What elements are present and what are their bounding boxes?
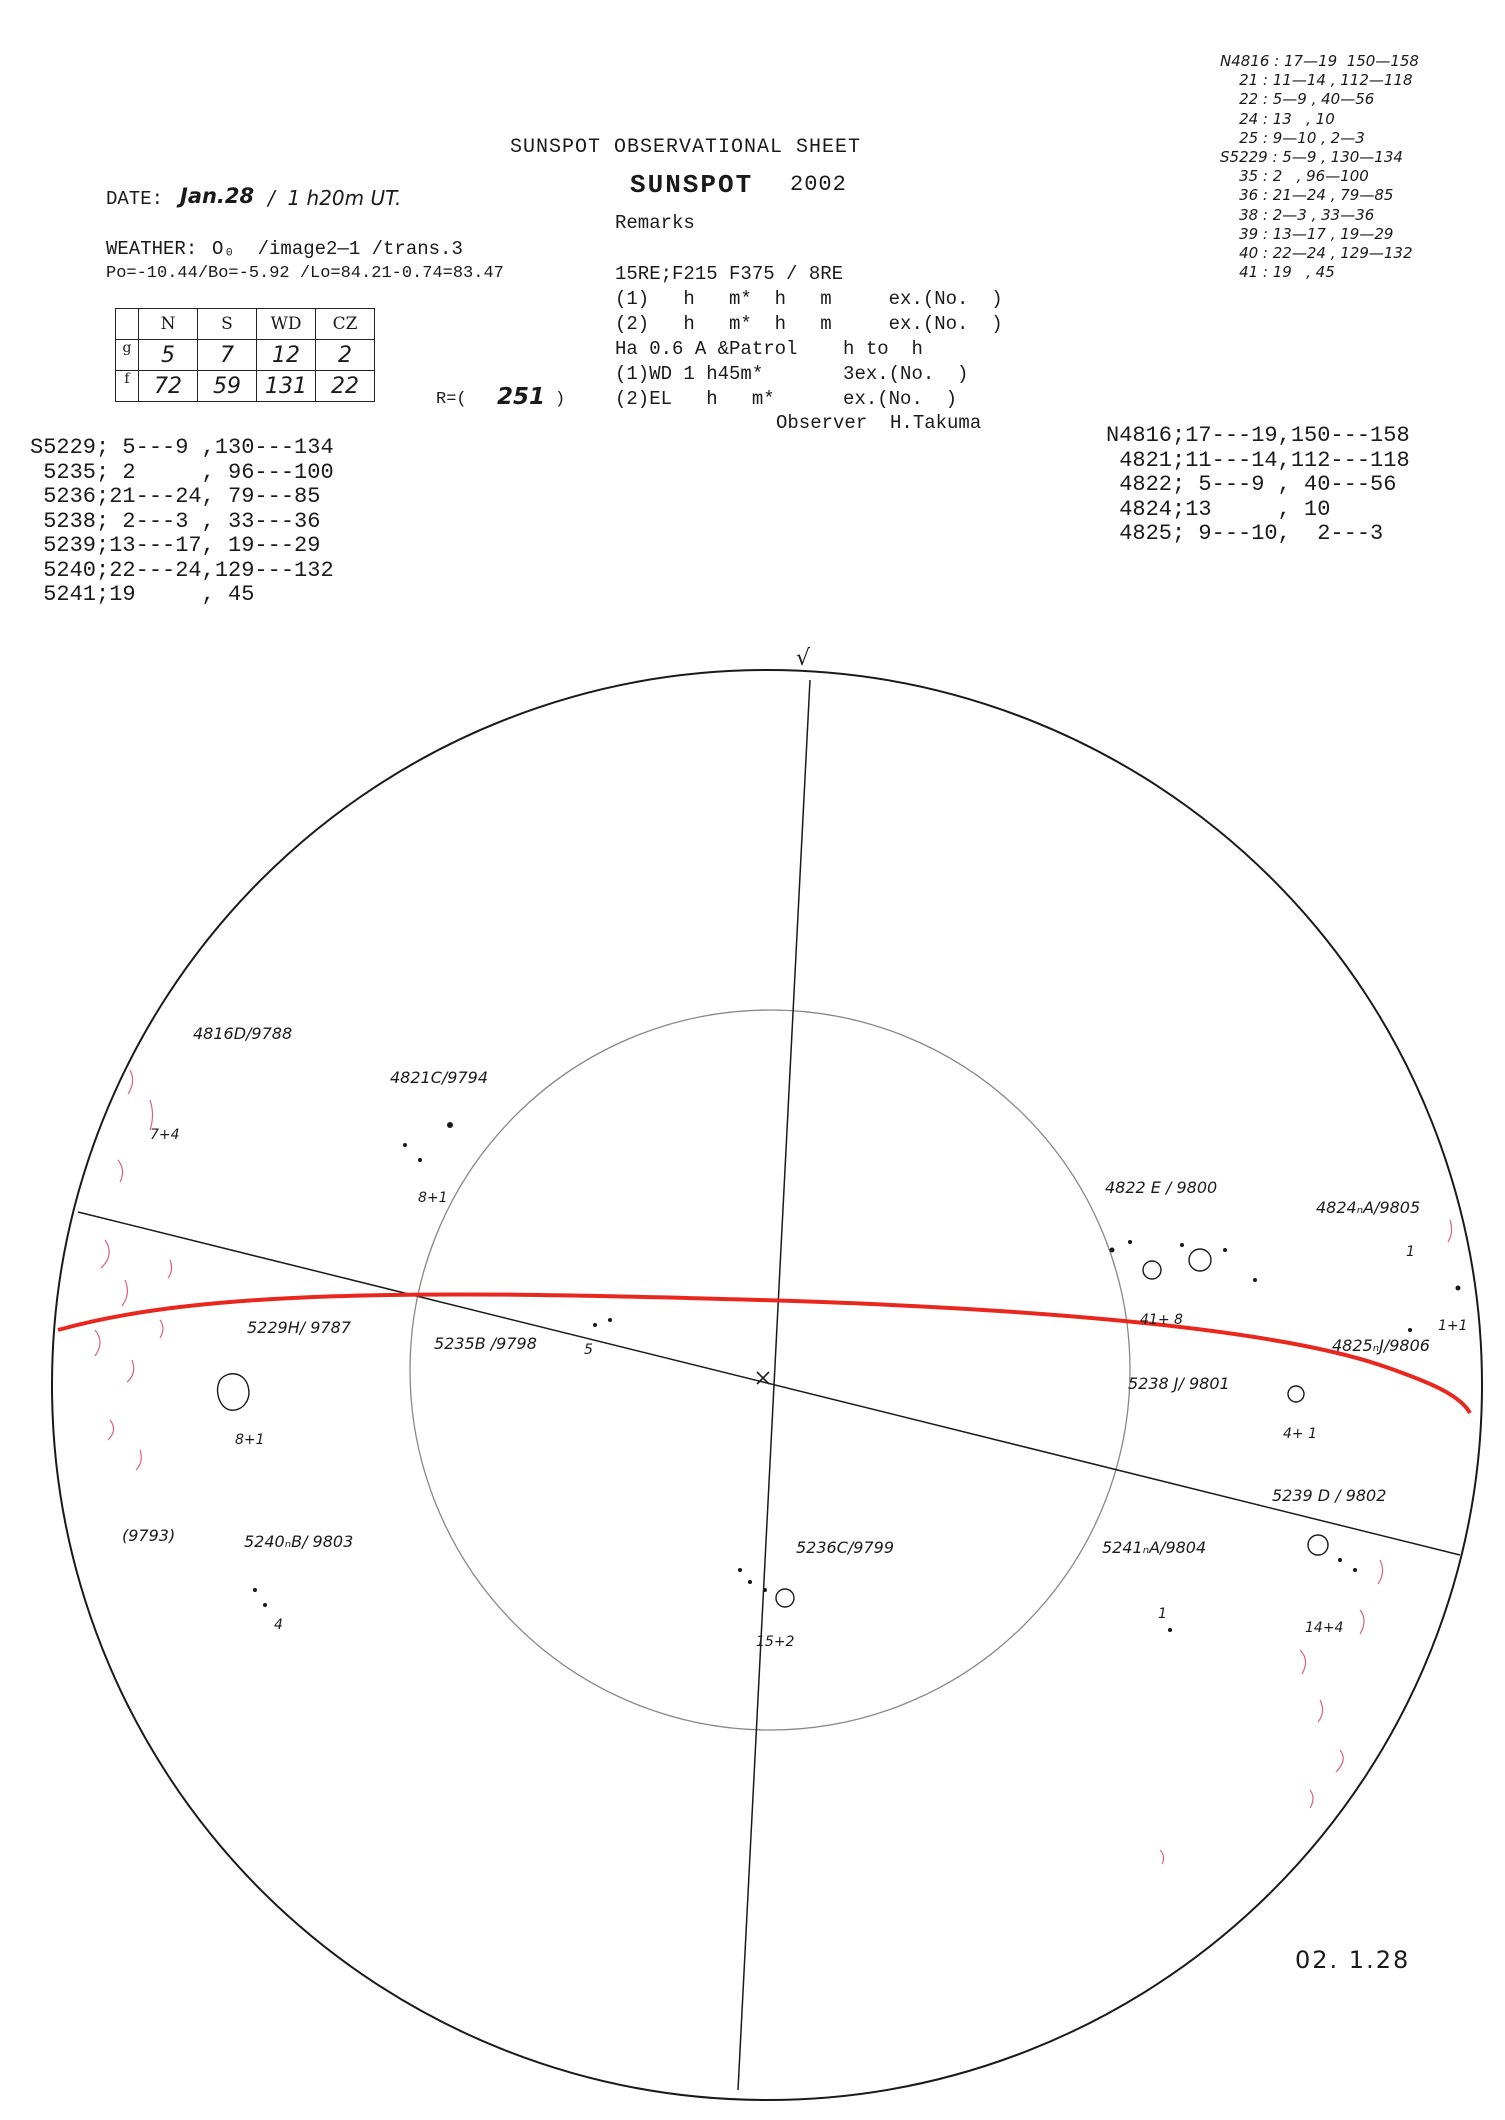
group-label-4825: 4825ₙJ/9806 xyxy=(1332,1336,1430,1355)
handwritten-note-line-8: 38 : 2—3 , 33—36 xyxy=(1220,205,1375,224)
count-5236: 15+2 xyxy=(756,1634,795,1650)
r-close: ) xyxy=(555,390,566,409)
southern-group-row-2: 5236;21---24, 79---85 xyxy=(30,484,321,509)
north-mark: √ xyxy=(796,646,811,671)
remarks-line-0: 15RE;F215 F375 / 8RE xyxy=(615,263,844,285)
remarks-line-4: (1)WD 1 h45m* 3ex.(No. ) xyxy=(615,363,969,385)
southern-group-row-1: 5235; 2 , 96---100 xyxy=(30,459,334,485)
time-value: / 1 h20m UT. xyxy=(268,186,402,210)
group-label-5236: 5236C/9799 xyxy=(796,1538,894,1557)
g-cz: 2 xyxy=(316,340,375,371)
group-label-4816: 4816D/9788 xyxy=(193,1024,293,1043)
count-5235: 5 xyxy=(584,1342,593,1358)
header-n: N xyxy=(139,309,198,340)
f-s: 59 xyxy=(198,371,257,402)
northern-group-row-0: N4816;17---19,150---158 xyxy=(1106,423,1410,448)
group-label-5229: 5229H/ 9787 xyxy=(247,1318,351,1337)
southern-group-row-0: S5229; 5---9 ,130---134 xyxy=(30,435,334,460)
count-5229: 8+1 xyxy=(235,1432,265,1448)
group-label-4821: 4821C/9794 xyxy=(390,1068,488,1087)
r-label: R=( xyxy=(436,390,467,409)
f-cz: 22 xyxy=(316,371,375,402)
header-s: S xyxy=(198,309,257,340)
group-label-5235: 5235B /9798 xyxy=(434,1334,537,1353)
count-4825: 1+1 xyxy=(1438,1318,1468,1334)
handwritten-note-line-3: 24 : 13 , 10 xyxy=(1220,109,1335,128)
group-label-4824: 4824ₙA/9805 xyxy=(1316,1198,1421,1217)
date-label: DATE: xyxy=(106,188,164,210)
orientation-line: Po=-10.44/Bo=-5.92 /Lo=84.21-0.74=83.47 xyxy=(106,264,504,283)
southern-group-row-6: 5241;19 , 45 xyxy=(30,582,255,607)
count-5240: 4 xyxy=(274,1617,283,1633)
inner-reference-circle xyxy=(410,1010,1130,1730)
remarks-line-3: Ha 0.6 A &Patrol h to h xyxy=(615,338,923,360)
handwritten-note-line-10: 40 : 22—24 , 129—132 xyxy=(1220,244,1413,263)
handwritten-note-line-7: 36 : 21—24 , 79—85 xyxy=(1220,186,1394,205)
limb-circle xyxy=(52,670,1482,2100)
group-label-5241: 5241ₙA/9804 xyxy=(1102,1538,1207,1557)
handwritten-note-line-11: 41 : 19 , 45 xyxy=(1220,263,1335,282)
solar-equator-curve xyxy=(58,1294,1470,1413)
group-label-9793: (9793) xyxy=(122,1526,176,1545)
count-5241: 1 xyxy=(1158,1606,1167,1622)
southern-group-row-4: 5239;13---17, 19---29 xyxy=(30,533,321,558)
remarks-line-2: (2) h m* h m ex.(No. ) xyxy=(615,313,1003,335)
row-label-f: f xyxy=(116,371,139,402)
northern-group-row-1: 4821;11---14,112---118 xyxy=(1106,447,1410,473)
g-wd: 12 xyxy=(257,340,316,371)
northern-group-row-4: 4825; 9---10, 2---3 xyxy=(1106,521,1384,546)
observer-line: Observer H.Takuma xyxy=(776,412,982,434)
handwritten-note-line-2: 22 : 5—9 , 40—56 xyxy=(1220,90,1375,109)
group-label-5238: 5238 J/ 9801 xyxy=(1128,1374,1230,1393)
handwritten-note-line-5: S5229 : 5—9 , 130—134 xyxy=(1220,148,1403,167)
remarks-line-5: (2)EL h m* ex.(No. ) xyxy=(615,388,958,410)
count-4821: 8+1 xyxy=(418,1190,448,1206)
header-cz: CZ xyxy=(316,309,375,340)
row-label-g: g xyxy=(116,340,139,371)
handwritten-note-line-9: 39 : 13—17 , 19—29 xyxy=(1220,224,1394,243)
weather-value: O₀ /image2—1 /trans.3 xyxy=(212,238,463,260)
g-s: 7 xyxy=(198,340,257,371)
header-wd: WD xyxy=(257,309,316,340)
handwritten-note-line-6: 35 : 2 , 96—100 xyxy=(1220,167,1369,186)
date-value: Jan.28 xyxy=(180,184,255,208)
count-4822: 41+ 8 xyxy=(1140,1312,1183,1328)
f-wd: 131 xyxy=(257,371,316,402)
count-4824: 1 xyxy=(1406,1244,1415,1260)
weather-label: WEATHER: xyxy=(106,238,198,260)
handwritten-note-line-4: 25 : 9—10 , 2—3 xyxy=(1220,128,1365,147)
northern-group-row-3: 4824;13 , 10 xyxy=(1106,496,1331,522)
count-5238: 4+ 1 xyxy=(1283,1426,1317,1442)
handwritten-note-line-1: 21 : 11—14 , 112—118 xyxy=(1220,71,1413,90)
f-n: 72 xyxy=(139,371,198,402)
group-label-4822: 4822 E / 9800 xyxy=(1105,1178,1218,1197)
sheet-year: 2002 xyxy=(790,172,847,197)
g-n: 5 xyxy=(139,340,198,371)
count-5239: 14+4 xyxy=(1305,1620,1344,1636)
group-label-5240: 5240ₙB/ 9803 xyxy=(244,1532,354,1551)
remarks-label: Remarks xyxy=(615,212,695,234)
remarks-line-1: (1) h m* h m ex.(No. ) xyxy=(615,288,1003,310)
sheet-title: SUNSPOT OBSERVATIONAL SHEET xyxy=(510,136,862,159)
footer-date: 02. 1.28 xyxy=(1295,1946,1411,1974)
count-4816: 7+4 xyxy=(150,1127,180,1143)
southern-group-row-3: 5238; 2---3 , 33---36 xyxy=(30,508,321,534)
sheet-subtitle: SUNSPOT xyxy=(630,170,754,200)
r-value: 251 xyxy=(497,384,546,410)
handwritten-note-line-0: N4816 : 17—19 150—158 xyxy=(1220,52,1419,70)
southern-group-row-5: 5240;22---24,129---132 xyxy=(30,557,334,583)
group-label-5239: 5239 D / 9802 xyxy=(1272,1486,1387,1505)
northern-group-row-2: 4822; 5---9 , 40---56 xyxy=(1106,472,1397,497)
